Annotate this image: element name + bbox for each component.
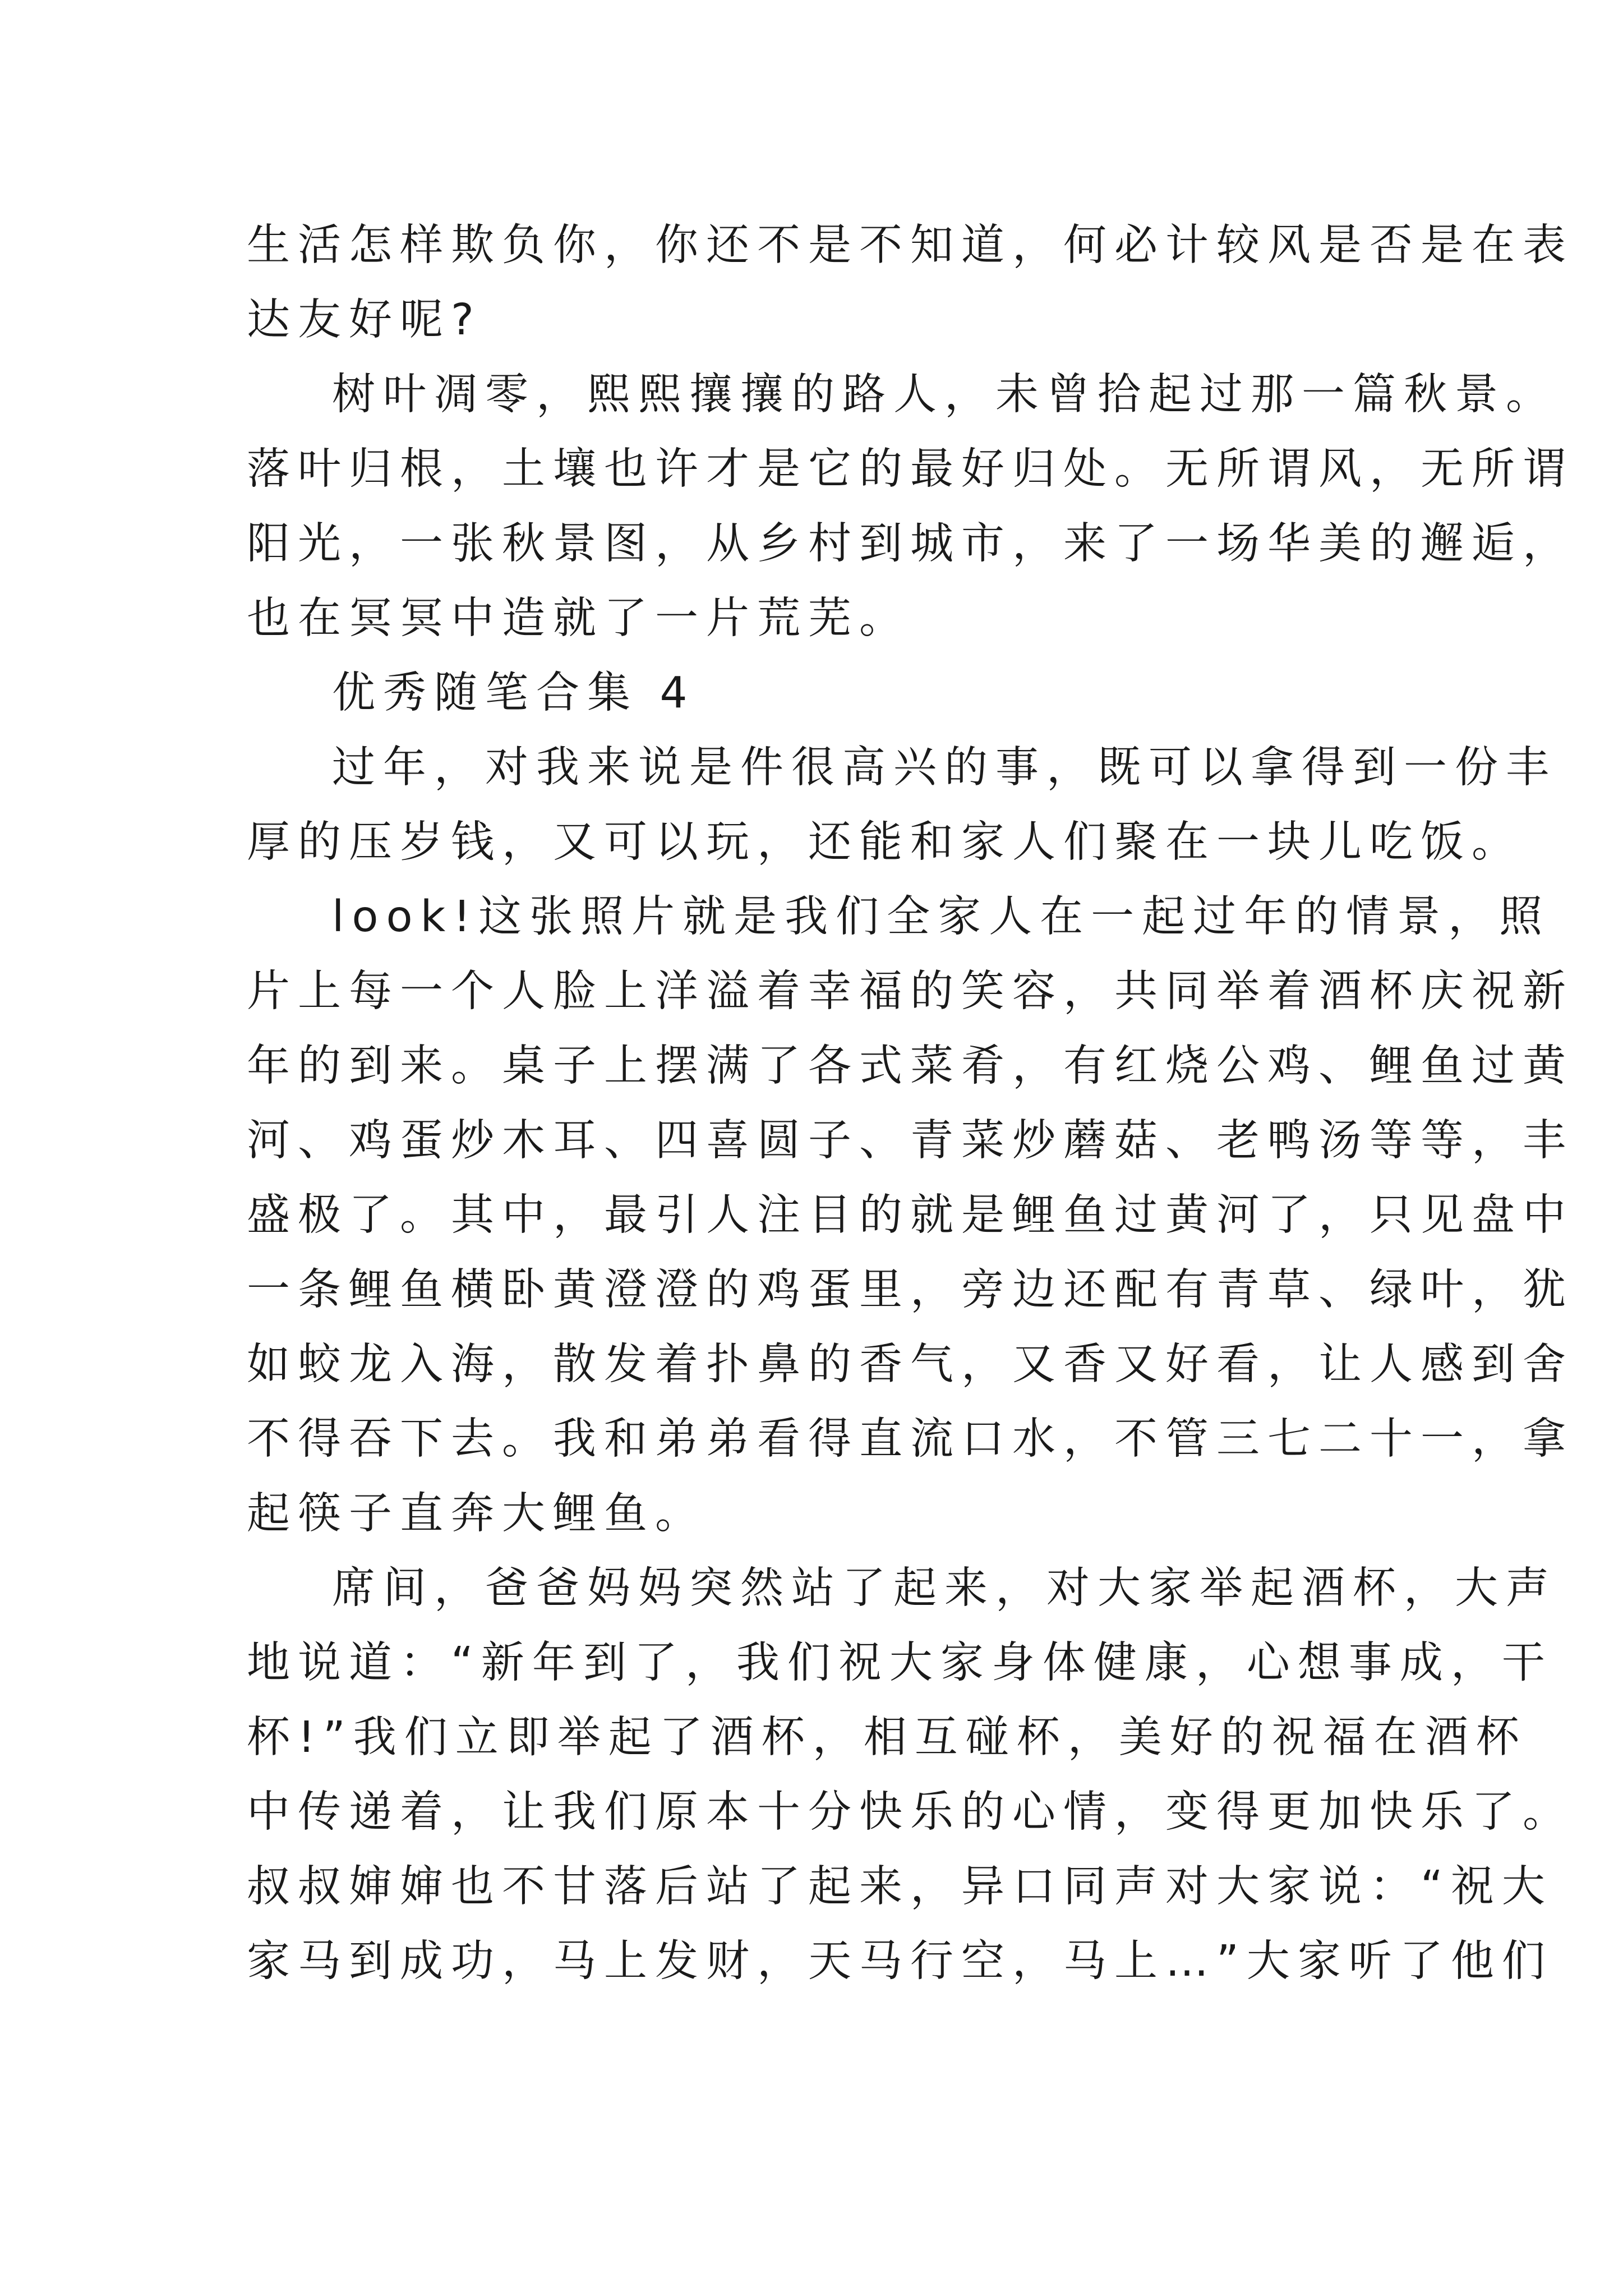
text-line: 片上每一个人脸上洋溢着幸福的笑容，共同举着酒杯庆祝新 bbox=[247, 967, 1574, 1016]
text-line: 达友好呢? bbox=[247, 295, 482, 345]
text-line: 阳光，一张秋景图，从乡村到城市，来了一场华美的邂逅， bbox=[247, 519, 1574, 569]
text-line: 一条鲤鱼横卧黄澄澄的鸡蛋里，旁边还配有青草、绿叶，犹 bbox=[247, 1265, 1574, 1315]
text-line: 厚的压岁钱，又可以玩，还能和家人们聚在一块儿吃饭。 bbox=[247, 817, 1523, 867]
paragraph-start-line: 过年，对我来说是件很高兴的事，既可以拿得到一份丰 bbox=[332, 743, 1557, 793]
text-line: 河、鸡蛋炒木耳、四喜圆子、青菜炒蘑菇、老鸭汤等等，丰 bbox=[247, 1116, 1574, 1166]
text-line: 地说道：“新年到了，我们祝大家身体健康，心想事成，干 bbox=[247, 1638, 1553, 1688]
section-heading: 优秀随笔合集 4 bbox=[332, 668, 695, 718]
paragraph-start-line: 树叶凋零，熙熙攘攘的路人，未曾拾起过那一篇秋景。 bbox=[332, 370, 1557, 420]
text-line: 年的到来。桌子上摆满了各式菜肴，有红烧公鸡、鲤鱼过黄 bbox=[247, 1041, 1574, 1091]
paragraph-start-line: look!这张照片就是我们全家人在一起过年的情景，照 bbox=[332, 892, 1551, 942]
text-line: 杯!”我们立即举起了酒杯，相互碰杯，美好的祝福在酒杯 bbox=[247, 1713, 1527, 1763]
paragraph-start-line: 席间，爸爸妈妈突然站了起来，对大家举起酒杯，大声 bbox=[332, 1563, 1557, 1613]
text-line: 叔叔婶婶也不甘落后站了起来，异口同声对大家说：“祝大 bbox=[247, 1862, 1553, 1912]
text-line: 落叶归根，土壤也许才是它的最好归处。无所谓风，无所谓 bbox=[247, 444, 1574, 494]
text-line: 中传递着，让我们原本十分快乐的心情，变得更加快乐了。 bbox=[247, 1787, 1574, 1837]
text-line: 如蛟龙入海，散发着扑鼻的香气，又香又好看，让人感到舍 bbox=[247, 1340, 1574, 1389]
text-line: 起筷子直奔大鲤鱼。 bbox=[247, 1489, 706, 1539]
text-line: 盛极了。其中，最引人注目的就是鲤鱼过黄河了，只见盘中 bbox=[247, 1190, 1574, 1240]
text-line: 也在冥冥中造就了一片荒芜。 bbox=[247, 593, 910, 643]
text-line: 不得吞下去。我和弟弟看得直流口水，不管三七二十一，拿 bbox=[247, 1414, 1574, 1464]
text-line: 家马到成功，马上发财，天马行空，马上…”大家听了他们 bbox=[247, 1936, 1553, 1986]
text-line: 生活怎样欺负你，你还不是不知道，何必计较风是否是在表 bbox=[247, 220, 1574, 270]
